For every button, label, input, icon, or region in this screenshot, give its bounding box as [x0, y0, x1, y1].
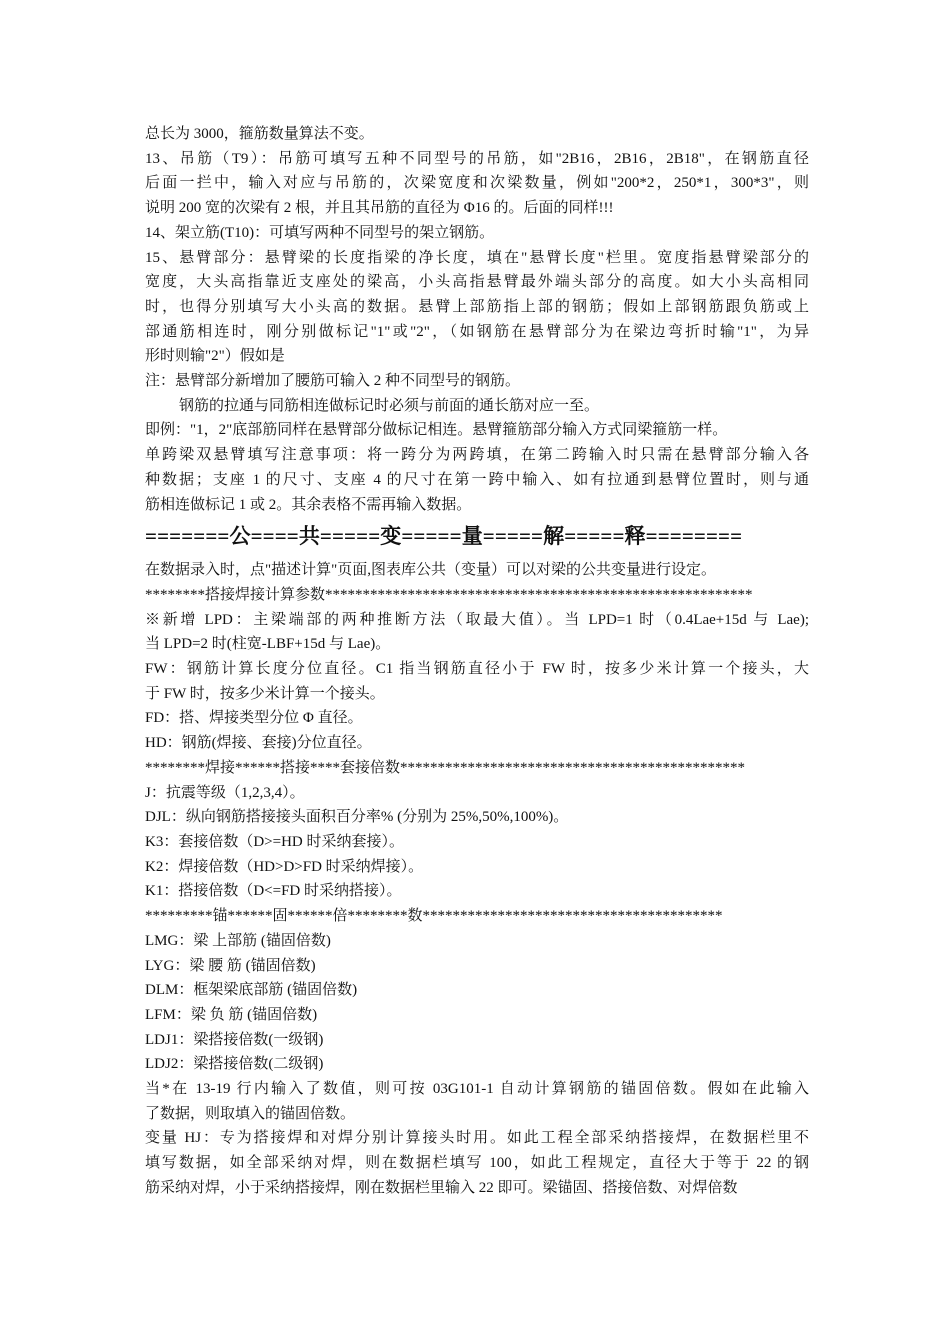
text-line: 单跨梁双悬臂填写注意事项：将一跨分为两跨填，在第二跨输入时只需在悬臂部分输入各 — [145, 447, 809, 464]
text-line: DJL：纵向钢筋搭接接头面积百分率% (分别为 25%,50%,100%)。 — [145, 809, 569, 826]
paragraph — [145, 1126, 809, 1200]
paragraph — [145, 1077, 809, 1126]
paragraph — [145, 657, 809, 706]
text-line: 变量 HJ：专为搭接焊和对焊分别计算接头时用。如此工程全部采纳搭接焊，在数据栏里不 — [145, 1130, 809, 1147]
text-line: K1：搭接倍数（D<=FD 时采纳搭接）。 — [145, 883, 402, 900]
paragraph — [145, 147, 809, 221]
paragraph — [145, 122, 809, 147]
text-line: ※新增 LPD：主梁端部的两种推断方法（取最大值）。当 LPD=1 时（0.4Lae+15d 与 Lae); — [145, 611, 809, 628]
text-line: LDJ2：梁搭接倍数(二级钢) — [145, 1056, 324, 1073]
text-line: 13、吊筋（T9）：吊筋可填写五种不同型号的吊筋，如"2B16，2B16，2B18"，在钢筋直径 — [145, 150, 809, 167]
text-line: LDJ1：梁搭接倍数(一级钢) — [145, 1031, 324, 1048]
text-line: 形时则输"2"）假如是 — [145, 348, 285, 365]
text-line: 说明 200 宽的次梁有 2 根，并且其吊筋的直径为 Φ16 的。后面的同样!!! — [145, 200, 614, 217]
paragraph — [145, 855, 809, 880]
text-line: 15、悬臂部分：悬臂梁的长度指梁的净长度，填在"悬臂长度"栏里。宽度指悬臂梁部分的 — [145, 249, 809, 266]
text-line: 当 LPD=2 时(柱宽-LBF+15d 与 Lae)。 — [145, 636, 391, 653]
text-line: ********搭接焊接计算参数********************************************************* — [145, 586, 753, 603]
text-line: J：抗震等级（1,2,3,4）。 — [145, 784, 305, 801]
paragraph — [145, 583, 809, 608]
text-line: 于 FW 时，按多少米计算一个接头。 — [145, 685, 385, 702]
paragraph — [145, 781, 809, 806]
text-line: 时，也得分别填写大小头高的数据。悬臂上部筋指上部的钢筋；假如上部钢筋跟负筋或上 — [145, 298, 809, 315]
text-line: FD：搭、焊接类型分位 Φ 直径。 — [145, 710, 363, 727]
paragraph — [145, 608, 809, 657]
text-line: HD：钢筋(焊接、套接)分位直径。 — [145, 735, 372, 752]
text-line: 总长为 3000，箍筋数量算法不变。 — [145, 126, 374, 142]
text-line: 部通筋相连时，刚分别做标记"1"或"2"，（如钢筋在悬臂部分为在梁边弯折时输"1"，为异 — [145, 323, 809, 340]
paragraph — [145, 830, 809, 855]
paragraph — [145, 731, 809, 756]
text-line: LYG：梁 腰 筋 (锚固倍数) — [145, 957, 316, 974]
text-line: ********焊接******搭接****套接倍数********************************************** — [145, 759, 746, 776]
text-line: 当*在 13-19 行内输入了数值，则可按 03G101-1 自动计算钢筋的锚固倍数。假如在此输入 — [145, 1081, 809, 1098]
text-line: 宽度，大头高指靠近支座处的梁高，小头高指悬臂最外端头部分的高度。如大小头高相同 — [145, 274, 809, 291]
paragraph — [145, 929, 809, 954]
paragraph — [145, 558, 809, 583]
text-line: 后面一拦中，输入对应与吊筋的，次梁宽度和次梁数量，例如"200*2，250*1，300*3"，则 — [145, 175, 809, 192]
paragraph — [145, 221, 809, 246]
paragraph — [145, 246, 809, 370]
text-line: 筋采纳对焊，小于采纳搭接焊，刚在数据栏里输入 22 即可。梁锚固、搭接倍数、对焊倍数 — [145, 1179, 738, 1196]
paragraph — [145, 904, 809, 929]
text-line: 填写数据，如全部采纳对焊，则在数据栏填写 100，如此工程规定，直径大于等于 22 的钢 — [145, 1155, 809, 1172]
text-line: 种数据；支座 1 的尺寸、支座 4 的尺寸在第一跨中输入、如有拉通到悬臂位置时，则与通 — [145, 471, 809, 488]
text-line: 即例："1，2"底部筋同样在悬臂部分做标记相连。悬臂箍筋部分输入方式同梁箍筋一样。 — [145, 422, 728, 439]
paragraph — [145, 369, 809, 394]
text-line: 筋相连做标记 1 或 2。其余表格不需再输入数据。 — [145, 496, 472, 513]
text-line: K2：焊接倍数（HD>D>FD 时采纳焊接）。 — [145, 858, 424, 875]
paragraph — [145, 418, 809, 443]
text-line: K3：套接倍数（D>=HD 时采纳套接）。 — [145, 833, 405, 850]
text-line: FW：钢筋计算长度分位直径。C1 指当钢筋直径小于 FW 时，按多少米计算一个接头，大 — [145, 661, 809, 678]
paragraph — [145, 706, 809, 731]
section-beam-input-notes — [145, 122, 809, 517]
paragraph — [145, 394, 809, 419]
paragraph — [145, 1028, 809, 1053]
text-line: LMG：梁 上部筋 (锚固倍数) — [145, 932, 331, 949]
paragraph — [145, 978, 809, 1003]
text-line: DLM：框架梁底部筋 (锚固倍数) — [145, 982, 358, 999]
text-line: 了数据，则取填入的锚固倍数。 — [145, 1105, 356, 1122]
paragraph — [145, 1003, 809, 1028]
text-line: 14、架立筋(T10)：可填写两种不同型号的架立钢筋。 — [145, 224, 495, 241]
text-line: *********锚******固******倍********数**************************************** — [145, 908, 723, 925]
paragraph — [145, 805, 809, 830]
paragraph — [145, 954, 809, 979]
text-line: 钢筋的拉通与同筋相连做标记时必须与前面的通长筋对应一至。 — [179, 397, 600, 414]
section-public-variable-notes — [145, 558, 809, 1200]
paragraph — [145, 1052, 809, 1077]
document-page — [145, 122, 809, 1201]
text-line: LFM：梁 负 筋 (锚固倍数) — [145, 1006, 318, 1023]
text-line: 在数据录入时，点"描述计算"页面,图表库公共（变量）可以对梁的公共变量进行设定。 — [145, 562, 716, 579]
paragraph — [145, 879, 809, 904]
text-line: 注：悬臂部分新增加了腰筋可输入 2 种不同型号的钢筋。 — [145, 373, 521, 390]
section-banner-public-variables: =======公====共=====变=====量=====解=====释======== — [145, 524, 743, 549]
paragraph — [145, 443, 809, 517]
paragraph — [145, 756, 809, 781]
